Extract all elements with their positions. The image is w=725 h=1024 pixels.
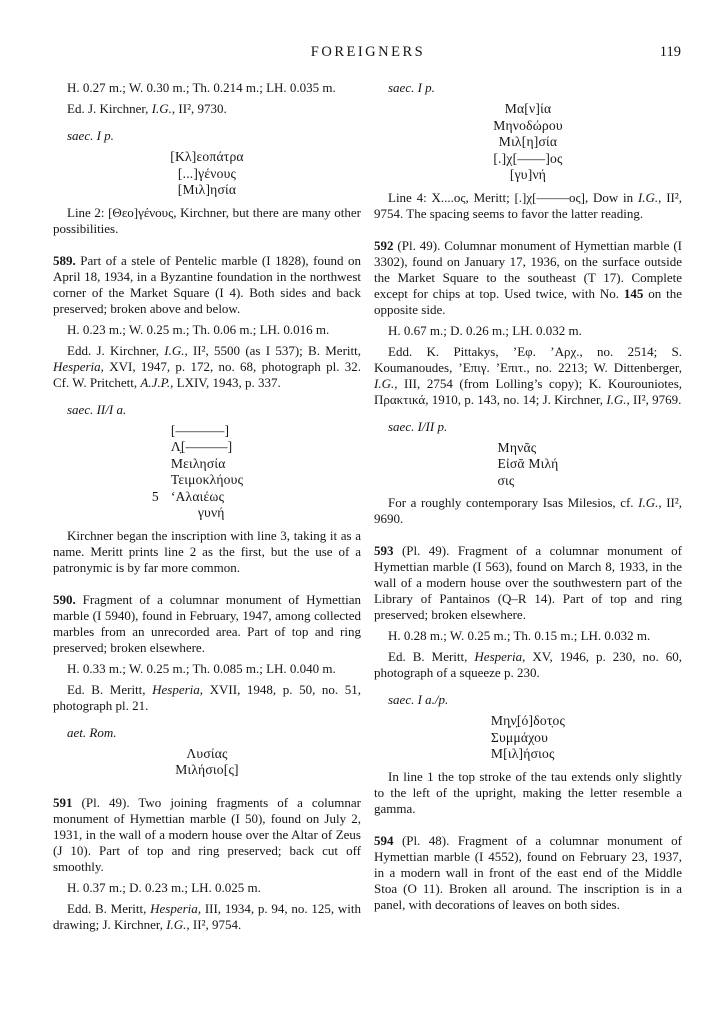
inscription-line: [170, 166, 244, 183]
greek-text: γυνή: [197, 505, 225, 520]
entry-592-commentary: [374, 495, 682, 527]
inscription-line: [491, 730, 565, 747]
text-segment: , XVI, 1947, p. 172, no. 68, photograph pl. 32. Cf. W. Pritchett,: [53, 358, 361, 390]
greek-text: [γυ]νή: [509, 167, 547, 182]
greek-text: Μειλησία: [170, 455, 226, 471]
text-segment: (Pl. 48). Fragment of a columnar monument of Hymettian marble (I 4552), found on February 23, 1937, in a modern wall in front of the east end of the Middle Stoa (O 11). Broken all around. The inscription is in a panel, with decorations of leaves on both sides.: [374, 832, 682, 912]
greek-text: Μιλήσιο[ς]: [175, 762, 239, 777]
inscription-line: [171, 423, 243, 440]
text-segment: Ed. J. Kirchner,: [67, 101, 152, 116]
text-segment: I.G.: [374, 375, 395, 391]
greek-text: [...]γένους: [177, 165, 237, 181]
text-segment: , II², 9769.: [626, 391, 682, 407]
greek-text: [Μιλ]ησία: [177, 182, 237, 197]
entry-589-description: [53, 253, 361, 317]
inscription-line-number: 5: [151, 488, 159, 504]
inscription-line: [491, 746, 565, 763]
text-segment: , III, 2754 (from Lolling’s copy); K. Kourouniotes, Πρακτικά, 1910, p. 143, no. 14; J. Kirchner,: [374, 375, 682, 407]
entry-592-date: [374, 419, 682, 435]
text-segment: Edd. J. Kirchner,: [67, 342, 165, 358]
text-segment: I.G.: [638, 495, 659, 510]
text-segment: I.G.: [151, 101, 172, 116]
text-segment: I.G.: [166, 916, 187, 932]
text-segment: 145: [623, 285, 644, 301]
entry-591-editions: [53, 901, 361, 933]
text-segment: Part of a stele of Pentelic marble (I 1828), found on April 18, 1934, in a Byzantine foundation in the northwest corner of the Market Square (I 4). Both sides and back preserved; broken above and below.: [53, 252, 361, 316]
greek-text: Μιλ[η]σία: [498, 134, 558, 149]
entry-589-date: [53, 402, 361, 418]
inscription-line: [493, 118, 563, 135]
text-segment: H. 0.28 m.; W. 0.25 m.; Th. 0.15 m.; LH. 0.032 m.: [388, 628, 651, 643]
column-right: [374, 80, 682, 913]
prev-entry-measurements: [53, 80, 361, 96]
greek-text: Μα[ν]ία: [504, 101, 552, 116]
entry-593-editions: [374, 649, 682, 681]
prev-entry-date: [53, 128, 361, 144]
prev-entry-right-commentary: [374, 190, 682, 222]
entry-593-commentary: [374, 769, 682, 817]
inscription-line: [493, 167, 563, 184]
greek-text: [–––––––]: [170, 422, 230, 438]
text-segment: Hesperia: [53, 358, 101, 374]
greek-text: Μ[ιλ]ήσιος: [490, 746, 555, 761]
text-segment: Hesperia: [150, 900, 198, 916]
running-head: FOREIGNERS: [310, 44, 426, 60]
entry-589-inscription: [151, 422, 244, 522]
entry-592-editions: [374, 344, 682, 408]
text-segment: I.G.: [637, 189, 659, 205]
text-segment: , XVII, 1948, p. 50, no. 51, photograph pl. 21.: [53, 681, 362, 713]
text-segment: (Pl. 49). Columnar monument of Hymettian marble (I 3302), found on January 17, 1936, on the surface outside the Market Square to the southeast (T 17). Complete except for chips at top. Used twice, with No.: [374, 237, 682, 301]
entry-number: 594: [374, 832, 394, 848]
text-segment: In line 1 the top stroke of the tau extends only slightly to the left of the upright, making the letter resemble a gamma.: [374, 768, 682, 816]
text-segment: H. 0.37 m.; D. 0.23 m.; LH. 0.025 m.: [67, 879, 261, 895]
inscription-line: [498, 440, 559, 457]
greek-text: Μηνοδώρου: [493, 117, 563, 133]
prev-entry-right-inscription: [493, 101, 563, 184]
text-segment: Hesperia: [152, 681, 200, 697]
text-segment: (Pl. 49). Fragment of a columnar monument of Hymettian marble (I 563), found on March 8, 1933, in the wall of a modern house over the southwestern part of the Library of Pantainos (Q–R 14). Part of top and ring preserved; broken elsewhere.: [374, 543, 682, 622]
entry-590-date: [53, 725, 361, 741]
text-segment: , II², 9690.: [374, 495, 682, 526]
text-segment: saec. I a./p.: [388, 692, 449, 707]
greek-text: ‘Αλαιέως: [170, 488, 225, 504]
text-segment: H. 0.67 m.; D. 0.26 m.; LH. 0.032 m.: [388, 322, 582, 338]
text-columns: [53, 80, 683, 933]
entry-593-inscription: [491, 713, 565, 763]
entry-number: 593: [374, 543, 394, 558]
text-segment: saec. II/I a.: [67, 401, 127, 417]
inscription-line: [493, 151, 563, 168]
text-segment: H. 0.27 m.; W. 0.30 m.; Th. 0.214 m.; LH. 0.035 m.: [67, 80, 336, 95]
prev-entry-right-date: [374, 80, 682, 96]
text-segment: Edd. B. Meritt,: [67, 900, 151, 916]
entry-590-description: [53, 592, 361, 656]
prev-entry-inscription: [170, 149, 244, 199]
text-segment: saec. I p.: [388, 80, 435, 95]
entry-589-editions: [53, 343, 361, 391]
text-segment: , II², 5500 (as I 537); B. Meritt,: [184, 342, 361, 358]
greek-text: Εἰσᾶ Μιλή: [497, 456, 559, 471]
inscription-line: [175, 746, 239, 763]
text-segment: Hesperia: [474, 649, 523, 664]
page-number: 119: [659, 44, 681, 60]
prev-entry-editions: [53, 101, 361, 117]
text-segment: H. 0.33 m.; W. 0.25 m.; Th. 0.085 m.; LH. 0.040 m.: [67, 660, 336, 676]
entry-number: 591: [53, 794, 73, 810]
entry-number: 590.: [53, 591, 76, 607]
entry-591-measurements: [53, 880, 361, 896]
text-segment: aet. Rom.: [67, 724, 117, 740]
text-segment: , II², 9754. The spacing seems to favor the latter reading.: [374, 189, 682, 221]
entry-592-measurements: [374, 323, 682, 339]
inscription-line: [171, 456, 243, 473]
text-segment: Ed. B. Meritt,: [67, 681, 153, 697]
inscription-line: [493, 134, 563, 151]
text-segment: , II², 9730.: [171, 101, 227, 116]
greek-text: Μηνᾶς: [497, 439, 537, 455]
entry-593-date: [374, 692, 682, 708]
greek-text: Συμμάχου: [490, 729, 549, 745]
text-segment: Ed. B. Meritt,: [388, 649, 475, 664]
greek-text: Λυσίας: [186, 745, 228, 761]
entry-593-description: [374, 543, 682, 623]
inscription-line: [493, 101, 563, 118]
inscription-line: [498, 456, 559, 473]
inscription-line: [175, 762, 239, 779]
inscription-line: [171, 472, 243, 489]
text-segment: Fragment of a columnar monument of Hymettian marble (I 5940), found in February, 1947, among collected marbles from an unrecorded area. Part of top and ring preserved; broken elsewhere.: [53, 591, 361, 655]
text-segment: I.G.: [164, 342, 185, 358]
text-segment: A.J.P.: [140, 374, 171, 390]
entry-589-commentary: [53, 528, 361, 576]
text-segment: Line 4: Χ....ος, Meritt; [.]χ[–––––ος], Dow in: [388, 189, 638, 205]
column-left: [53, 80, 361, 933]
entry-591-description: [53, 795, 361, 875]
entry-590-inscription: [175, 746, 239, 779]
text-segment: , LXIV, 1943, p. 337.: [170, 374, 281, 390]
text-segment: , III, 1934, p. 94, no. 125, with drawing; J. Kirchner,: [53, 900, 361, 932]
inscription-line: [491, 713, 565, 730]
text-segment: Edd. K. Pittakys, ’Εφ. ’Αρχ., no. 2514; S. Koumanoudes, ’Επιγ. ’Επιτ., no. 2213; W. Dittenberger,: [374, 343, 682, 375]
entry-593-measurements: [374, 628, 682, 644]
greek-text: [.]χ[––––]ος: [493, 150, 563, 166]
text-segment: I.G.: [606, 391, 627, 407]
text-segment: , XV, 1946, p. 230, no. 60, photograph of a squeeze p. 230.: [374, 649, 683, 680]
inscription-line: [151, 488, 243, 506]
greek-text: Τειμοκλήους: [170, 472, 244, 487]
text-segment: (Pl. 49). Two joining fragments of a columnar monument of Hymettian marble (I 50), found on July 2, 1931, in the wall of a modern house over the Altar of Zeus (J 10). Part of top and ring preserved; back cut off smoothly.: [53, 794, 361, 874]
text-segment: saec. I p.: [67, 128, 114, 143]
text-segment: For a roughly contemporary Isas Milesios, cf.: [388, 495, 639, 510]
text-segment: , II², 9754.: [186, 916, 242, 932]
text-segment: Line 2: [Θεο]γένους, Kirchner, but there are many other possibilities.: [53, 204, 361, 236]
greek-text: [Κλ]εοπάτρα: [170, 149, 244, 164]
text-segment: Kirchner began the inscription with line 3, taking it as a name. Meritt prints line 2 as the first, but the use of a patronymic is by far more common.: [53, 527, 361, 575]
entry-589-measurements: [53, 322, 361, 338]
prev-entry-commentary: [53, 205, 361, 237]
text-segment: on the opposite side.: [374, 285, 682, 317]
page-header: [53, 44, 683, 62]
entry-number: 592: [374, 237, 394, 253]
entry-590-measurements: [53, 661, 361, 677]
entry-592-description: [374, 238, 682, 318]
entry-590-editions: [53, 682, 361, 714]
entry-592-inscription: [498, 440, 559, 490]
entry-number: 589.: [53, 252, 76, 268]
inscription-line: [171, 439, 243, 456]
inscription-line: [170, 149, 244, 166]
greek-text: Μη̣ν̣[ό]δοτ̣ος: [490, 713, 566, 728]
entry-594-description: [374, 833, 682, 913]
greek-text: σις: [497, 472, 515, 488]
inscription-line: [498, 473, 559, 490]
inscription-line: [170, 182, 244, 199]
greek-text: Λ̣[––––––]: [170, 439, 233, 454]
text-segment: H. 0.23 m.; W. 0.25 m.; Th. 0.06 m.; LH. 0.016 m.: [67, 321, 330, 337]
inscription-line: [171, 505, 243, 522]
text-segment: saec. I/II p.: [388, 418, 448, 434]
